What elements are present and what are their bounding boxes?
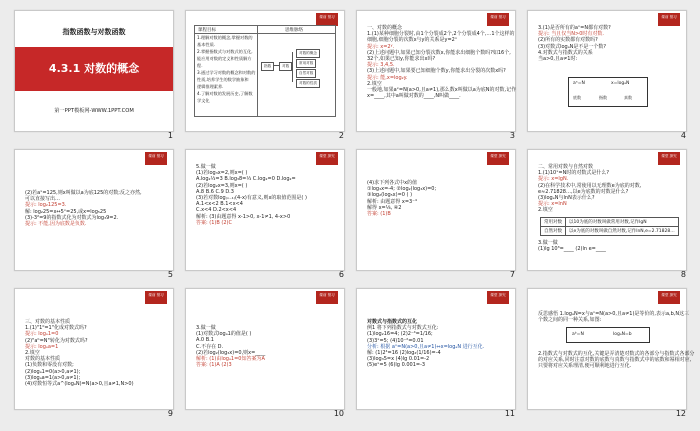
text-line: A.0 B.1 <box>196 337 214 344</box>
slide-thumbnail-4[interactable] <box>521 7 692 146</box>
mind-map-node: 指数 <box>261 62 274 71</box>
text-line: 2.填空 <box>25 350 40 357</box>
slide-body <box>367 180 505 217</box>
text-line: A.8 B.6 C.9 D.3 <box>196 188 234 195</box>
connector-line <box>292 52 293 82</box>
slide-canvas <box>527 288 695 410</box>
section-badge: 课堂 探究 <box>658 152 680 165</box>
text-line: (2)上述问题中,如果已知分裂次数x,你能求出细胞个数吗?如16个, <box>367 49 511 56</box>
mind-map-node: 对数的概念 <box>296 49 320 58</box>
slide-body <box>25 190 163 227</box>
diagram-label: x=logₐN <box>611 81 630 86</box>
text-line: 一、对数的概念 <box>367 25 403 31</box>
text-line: (2)若log₂(log₃x)=0,则x=____ <box>196 349 266 356</box>
slide-number: 10 <box>333 409 344 418</box>
text-line: 2.指数式与对数式的互化,关键是弄清楚对数式的各部分与指数式各部分 <box>538 351 695 357</box>
text-line: (3)对数式logₐN是不是一个数? <box>538 43 607 50</box>
title-band <box>15 47 173 91</box>
text-line: 3.做一做 <box>196 325 216 331</box>
text-line: 解析: (3)由题意得 x-1>0, x-1≠1, 4-x>0 <box>196 213 291 220</box>
slide-thumbnail-2[interactable] <box>179 7 350 146</box>
slide-body <box>367 319 505 369</box>
section-badge: 课前 预习 <box>145 152 167 165</box>
slide-canvas <box>185 288 345 410</box>
text-line: e≈2.71828…,以e为底数的对数是什么? <box>538 188 629 195</box>
goal-line: 学文化 <box>197 98 210 103</box>
table-row <box>541 227 679 236</box>
analysis-line: 解析: (1)由logₐ1=0知答案为A <box>196 356 265 363</box>
diagram-label: logₐN=b <box>613 332 632 337</box>
section-badge: 课堂 探究 <box>487 291 509 304</box>
text-line: (2)若aˣ=125,则x叫做以a为底125的对数;反之亦然, <box>25 190 142 196</box>
text-line: (2)在科学技术中,常使用以无理数e为底的对数, <box>538 182 642 189</box>
slide-thumbnail-6[interactable] <box>179 146 350 285</box>
connector-line <box>273 65 279 66</box>
hint-line: 提示: 当且仅当N>0时有对数. <box>538 31 604 38</box>
slide-canvas <box>356 288 516 410</box>
goal-line: 2.掌握指数式与对数式的互化, <box>197 49 253 54</box>
section-badge: 课堂 探究 <box>316 152 338 165</box>
section-heading: 对数式与指数式的互化 <box>367 319 418 325</box>
slide-number: 7 <box>509 270 515 279</box>
mind-map-node: 对数 <box>279 62 292 71</box>
hint-line: 提示: x=2ʸ. <box>367 43 395 50</box>
slide-thumbnail-1[interactable] <box>8 7 179 146</box>
table-cell: 自然对数 <box>541 227 566 236</box>
goals-table <box>194 25 336 117</box>
slide-number: 5 <box>167 270 173 279</box>
slide-body <box>538 164 676 214</box>
text-line: (1)若log₃x=2,则x=( ) <box>196 170 248 177</box>
slide-body <box>367 25 517 100</box>
goal-line: 基本性质. <box>197 42 216 47</box>
goal-line: 能应用对数的定义和性质解方 <box>197 56 252 61</box>
text-line: 可以直接写出… <box>25 196 61 203</box>
slide-number: 12 <box>675 409 686 418</box>
slide-thumbnail-7[interactable] <box>350 146 521 285</box>
text-line: (3)logₐa=1(a>0,a≠1); <box>25 374 81 381</box>
table-header-left: 课程目标 <box>198 28 216 33</box>
text-line: 细胞,细胞分裂的次数x与y的关系是y=2ˣ <box>367 37 458 44</box>
section-badge: 课前 预习 <box>658 13 680 26</box>
answer-line: 答案: (1)A (2)3 <box>196 362 232 369</box>
section-badge: 课堂 探究 <box>487 152 509 165</box>
slide-footer: 第一PPT模板网-WWW.1PPT.COM <box>54 108 134 114</box>
text-line: 5.做一做 <box>196 164 216 170</box>
slide-body <box>196 325 334 368</box>
text-line: C.x<4 D.2<x<4 <box>196 207 237 214</box>
slide-body <box>538 25 676 62</box>
table-header-right: 思维脉络 <box>285 28 303 33</box>
goal-line: 1.理解对数的概念,掌握对数的 <box>197 35 253 40</box>
text-line: (1)对数式logₐ1的值是( ) <box>196 331 252 338</box>
text-line: 4.对数式与指数式的关系 <box>538 49 593 56</box>
text-line: 2.填空 <box>367 80 382 87</box>
hint-line: 提示: 能,x=log₂y. <box>367 74 408 81</box>
text-line: 32个,如果已知y,你能求出x吗? <box>367 56 436 63</box>
goal-line: 4.了解对数的发展历史,了解数 <box>197 91 253 96</box>
slide-canvas <box>356 10 516 132</box>
text-line: 解: log₂25=x↔5ˣ=25,或x=log₅25 <box>25 208 107 215</box>
slide-number: 3 <box>509 131 515 140</box>
section-badge: 课堂 探究 <box>658 291 680 304</box>
mind-map-node: 对数的性质 <box>296 79 320 88</box>
text-line: 2.填空 <box>538 207 553 214</box>
mind-map-node: 常用对数 <box>296 59 316 68</box>
relation-diagram <box>566 327 650 343</box>
text-line: 3.做一做 <box>538 240 558 246</box>
slide-number: 6 <box>338 270 344 279</box>
text-line: (2)若log₂x=3,则x=( ) <box>196 182 248 189</box>
text-line: (1)lg 10³=____ (2)ln e=____ <box>538 246 606 253</box>
table-row <box>541 218 679 227</box>
text-line: ③log₂(log₅x)=0 ( ) <box>367 192 413 199</box>
table-divider <box>195 33 335 34</box>
text-line: 三、对数的基本性质 <box>25 319 71 325</box>
slide-number: 1 <box>167 131 173 140</box>
text-line: 反思感悟 1.logₐN=x与aˣ=N(a>0,且a≠1)是等价的,表示a,b,N这三 <box>538 311 690 317</box>
text-line: A.1<x<2 B.1<x<4 <box>196 201 243 208</box>
text-line: 例1 将下列指数式与对数式互化: <box>367 325 439 332</box>
relation-diagram <box>568 77 648 107</box>
hint-line: 提示: 3,4,5. <box>367 62 395 69</box>
text-line: (3)若对数log₍ₓ₋₁₎(4-x)有意义,则x的取值范围是( ) <box>196 195 307 202</box>
hint-line: 提示: 不能,因为底数是负数. <box>25 221 87 228</box>
slide-number: 8 <box>680 270 686 279</box>
diagram-label: 底数 <box>573 95 581 100</box>
answer-line: 答案: (1)B (2)C <box>196 219 232 226</box>
text-line: 二、常用对数与自然对数 <box>538 164 594 170</box>
slide-thumbnail-5[interactable] <box>8 146 179 285</box>
table-cell: 以10为底的对数叫做常用对数,记作lgN <box>566 218 679 227</box>
text-line: (2)所有的实数都有对数吗? <box>538 37 598 44</box>
text-line: (3)log₃5=x (4)lg 0.01=-2 <box>367 356 430 363</box>
slide-canvas <box>185 10 345 132</box>
mind-map-node: 自然对数 <box>296 69 316 78</box>
diagram-label: 真数 <box>624 95 632 100</box>
diagram-label: aˣ=N <box>573 81 585 86</box>
text-line: A.log₂⅓=3 B.log₃8=⅓ C.log₂=0 D.log₂= <box>196 176 296 183</box>
hint-line: 提示: x=lnN <box>538 201 567 208</box>
text-line: (4)求下列各式中x的值 <box>367 180 418 186</box>
text-line: 1.(1)"1⁰=1"化成对数式吗? <box>25 325 87 332</box>
text-line: 个数之间的同一种关系,如图: <box>538 317 602 324</box>
text-line: 解析: 由题意得 x=3⁻⁴ <box>367 198 417 205</box>
text-line: 的对应关系,同时注意对数的底数与真数与指数式中的底数和幂相对应, <box>538 357 692 364</box>
slide-canvas <box>527 149 687 271</box>
slide-body <box>25 319 163 387</box>
slide-canvas <box>14 149 174 271</box>
text-line: (1)负数和零没有对数; <box>25 362 74 369</box>
hint-line: 提示: logₐa=1 <box>25 343 59 350</box>
slide-thumbnail-11[interactable] <box>350 285 521 424</box>
table-divider <box>257 26 258 116</box>
text-line: (2)"aᵇ=N"转化为对数式吗? <box>25 337 88 344</box>
text-line: 当a>0,且a≠1时: <box>538 56 578 63</box>
text-line: x=____,其中a叫做对数的____,N叫做____. <box>367 93 461 100</box>
section-badge: 课前 预习 <box>316 291 338 304</box>
goal-line: 程. <box>197 63 203 68</box>
hint-line: 提示: x=lgN. <box>538 176 569 183</box>
slide-thumbnail-9[interactable] <box>8 285 179 424</box>
slide-canvas <box>527 10 687 132</box>
slide-number: 11 <box>504 409 515 418</box>
text-line: (2)logₐ1=0(a>0,a≠1); <box>25 368 81 375</box>
text-line: (5)eˣ=5 (6)lg 0.001=-3 <box>367 362 426 369</box>
slide-thumbnail-10[interactable] <box>179 285 350 424</box>
text-line: (3)3ˣ=5; (4)10⁻²=0.01 <box>367 337 424 344</box>
text-line: (4)对数恒等式a^(logₐN)=N(a>0,且a≠1,N>0) <box>25 381 134 388</box>
goal-line: 3.通过学习对数的概念和对数的 <box>197 70 256 75</box>
analysis-line: 分析: 根据 aˣ=N(a>0,且a≠1)⇔x=logₐN 进行互化. <box>367 343 485 350</box>
text-line: 只要将对应关系理清,便可顺利地进行互化. <box>538 363 632 370</box>
slide-title: 4.3.1 对数的概念 <box>48 62 140 75</box>
answer-line: 答案: (1)B <box>367 211 391 218</box>
text-line: 一般地,如果aˣ=N(a>0,且a≠1),那么数x叫做以a为底N的对数,记作 <box>367 87 517 94</box>
table-cell: 以e为底的对数叫做自然对数,记作lnN,e=2.71828… <box>566 227 679 236</box>
text-line: (3)上述问题中,如果要已知细胞个数y,你能求出分裂的次数x吗? <box>367 68 506 75</box>
diagram-label: 指数 <box>599 95 607 100</box>
text-line: (1)log₂16=4; (2)2⁻⁴=1/16; <box>367 331 433 338</box>
slide-thumbnail-3[interactable] <box>350 7 521 146</box>
slide-body <box>196 164 334 226</box>
text-line: ①log₃x=-4; ②log₂(log₃x)=0; <box>367 186 437 193</box>
slide-thumbnail-12[interactable] <box>521 285 695 424</box>
hint-line: 提示: log₂125=3. <box>25 202 67 209</box>
text-line: 1.(1)某种细胞分裂时,由1个分裂成2个,2个分裂成4个,…1个这样的 <box>367 31 515 38</box>
slide-body <box>538 311 690 324</box>
hint-line: 提示: logₐ1=0 <box>25 331 59 338</box>
slide-header <box>15 11 173 47</box>
text-line: (3)-3²=9的指数式化为对数式为log₃9=2. <box>25 214 119 221</box>
goal-line: 性质,培养学生的数学抽象和 <box>197 77 249 82</box>
text-line: C.不存在 D. <box>196 343 224 350</box>
text-line: 解: (1)2⁴=16 (2)log₂(1/16)=-4 <box>367 350 441 357</box>
slide-canvas <box>356 149 516 271</box>
section-badge: 课前 预习 <box>145 291 167 304</box>
slide-number: 9 <box>167 409 173 418</box>
text-line: 1.(1)10ˣ=N时的对数式是什么? <box>538 170 610 177</box>
slide-canvas <box>14 288 174 410</box>
slide-body-lower <box>538 351 695 370</box>
slide-canvas <box>14 10 174 132</box>
slide-number: 2 <box>338 131 344 140</box>
diagram-label: aᵇ=N <box>572 332 584 337</box>
text-line: (3)logₑN与lnN表示什么? <box>538 195 595 202</box>
table-cell: 常用对数 <box>541 218 566 227</box>
text-line: 解得 x=⅛, ④2 <box>367 204 402 211</box>
slide-thumbnail-8[interactable] <box>521 146 692 285</box>
goal-line: 逻辑推理素养. <box>197 84 224 89</box>
chapter-topic: 指数函数与对数函数 <box>62 28 126 36</box>
section-badge: 课前 预习 <box>316 13 338 26</box>
section-badge: 课前 预习 <box>487 13 509 26</box>
definition-table <box>540 217 679 236</box>
slide-body-lower <box>538 240 676 252</box>
slide-canvas <box>185 149 345 271</box>
text-line: 对数的基本性质 <box>25 356 61 363</box>
slide-grid <box>8 7 695 425</box>
text-line: 3.(1)是否所有的aˣ=N都有对数? <box>538 25 611 31</box>
slide-number: 4 <box>680 131 686 140</box>
